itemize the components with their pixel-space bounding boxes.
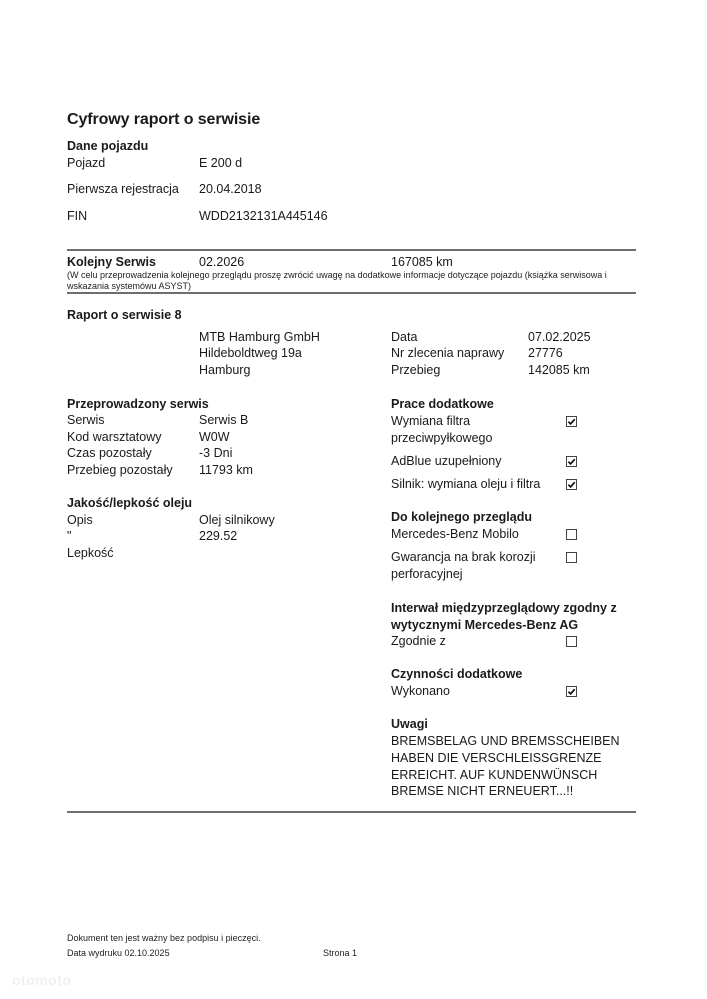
divider-bottom [67,811,636,813]
cabin-filter-label: Wymiana filtra przeciwpyłkowego [391,414,493,445]
workshop-code-label: Kod warsztatowy [67,430,162,444]
vehicle-heading: Dane pojazdu [67,139,149,153]
next-service-note: (W celu przeprowadzenia kolejnego przeglądu proszę zwrócić uwagę na dodatkowe informacje dotyczące pojazdu (książka serwisowa i wskazania systemówu ASYST) [67,270,607,291]
workshop-street: Hildeboldtweg 19a [199,346,302,360]
oil-description-label: Opis [67,513,93,527]
oil-change-label: Silnik: wymiana oleju i filtra [391,477,541,491]
mileage-remaining-value: 11793 km [199,463,253,477]
first-registration-label: Pierwsza rejestracja [67,182,179,196]
time-remaining-label: Czas pozostały [67,446,152,460]
workshop-city: Hamburg [199,363,251,377]
adblue-checkbox[interactable] [566,456,577,467]
performed-label: Wykonano [391,684,450,698]
interval-compliant-checkbox[interactable] [566,636,577,647]
oil-heading: Jakość/lepkość oleju [67,496,193,510]
workshop-code-value: W0W [199,430,230,444]
page-number: Strona 1 [323,948,358,958]
checkmark-icon [567,457,576,466]
interval-heading: Interwał międzyprzeglądowy zgodny z wytycznymi Mercedes-Benz AG [391,601,617,632]
mileage-remaining-label: Przebieg pozostały [67,463,173,477]
fin-label: FIN [67,209,88,223]
mobilo-label: Mercedes-Benz Mobilo [391,527,519,541]
corrosion-warranty-checkbox[interactable] [566,552,577,563]
divider-middle [67,292,636,294]
next-service-mileage: 167085 km [391,255,453,269]
validity-note: Dokument ten jest ważny bez podpisu i pieczęci. [67,933,261,943]
report-date-value: 07.02.2025 [528,330,591,344]
checkmark-icon [567,687,576,696]
oil-description-value: Olej silnikowy [199,513,275,527]
service-label: Serwis [67,413,105,427]
workshop-name: MTB Hamburg GmbH [199,330,320,344]
additional-work-heading: Prace dodatkowe [391,397,494,411]
first-registration-value: 20.04.2018 [199,182,262,196]
next-service-label: Kolejny Serwis [67,255,156,269]
corrosion-warranty-label: Gwarancja na brak korozji perforacyjnej [391,550,536,581]
oil-change-checkbox[interactable] [566,479,577,490]
adblue-label: AdBlue uzupełniony [391,454,502,468]
checkmark-icon [567,417,576,426]
time-remaining-value: -3 Dni [199,446,233,460]
order-number-label: Nr zlecenia naprawy [391,346,505,360]
fin-value: WDD2132131A445146 [199,209,328,223]
mileage-value: 142085 km [528,363,590,377]
service-done-heading: Przeprowadzony serwis [67,397,209,411]
mobilo-checkbox[interactable] [566,529,577,540]
watermark: otomoto [12,972,72,988]
remarks-heading: Uwagi [391,717,428,731]
viscosity-label: Lepkość [67,546,114,560]
cabin-filter-checkbox[interactable] [566,416,577,427]
print-date: Data wydruku 02.10.2025 [67,948,170,958]
report-heading: Raport o serwisie 8 [67,308,182,322]
report-date-label: Data [391,330,418,344]
mileage-label: Przebieg [391,363,441,377]
page-title: Cyfrowy raport o serwisie [67,111,261,128]
oil-spec-label: " [67,529,72,543]
checkmark-icon [567,480,576,489]
order-number-value: 27776 [528,346,563,360]
extra-activities-heading: Czynności dodatkowe [391,667,523,681]
vehicle-label: Pojazd [67,156,106,170]
interval-compliant-label: Zgodnie z [391,634,446,648]
vehicle-value: E 200 d [199,156,243,170]
next-service-date: 02.2026 [199,255,245,269]
divider-top [67,249,636,251]
remarks-text: BREMSBELAG UND BREMSSCHEIBEN HABEN DIE VERSCHLEISSGRENZE ERREICHT. AUF KUNDENWÜNSCH BREMSE NICHT ERNEUERT...!! [391,734,620,799]
oil-spec-value: 229.52 [199,529,238,543]
until-next-heading: Do kolejnego przeglądu [391,510,532,524]
service-value: Serwis B [199,413,249,427]
performed-checkbox[interactable] [566,686,577,697]
